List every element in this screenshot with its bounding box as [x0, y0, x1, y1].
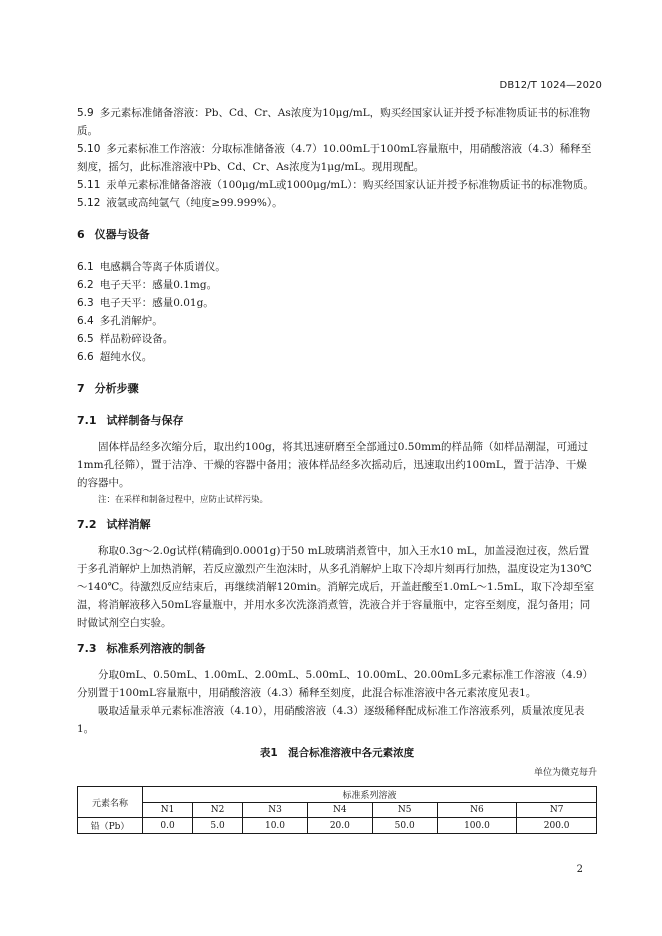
page-number: 2 — [576, 864, 583, 875]
table-column-header: N4 — [307, 803, 372, 818]
clause-6-1: 6.1 电感耦合等离子体质谱仪。 — [77, 261, 226, 273]
section-6-heading: 6 仪器与设备 — [77, 228, 150, 241]
section-7-3-body-1: 分取0mL、0.50mL、1.00mL、2.00mL、5.00mL、10.00mL、20.00mL多元素标准工作溶液（4.9）分别置于100mL容量瓶中，用硝酸溶液（4.3）稀释至刻度，此混合标准溶液中各元素浓度见表1。 — [77, 669, 594, 699]
table-cell: 200.0 — [517, 818, 597, 834]
table-1 — [77, 786, 597, 834]
section-7-heading: 7 分析步骤 — [77, 382, 139, 395]
table-column-header: N6 — [437, 803, 517, 818]
clause-5-11: 5.11 汞单元素标准储备溶液（100μg/mL或1000μg/mL）：购买经国家认证并授予标准物质证书的标准物质。 — [77, 179, 594, 191]
table-column-header: N2 — [193, 803, 243, 818]
clause-6-3: 6.3 电子天平：感量0.01g。 — [77, 297, 214, 309]
section-7-1-heading: 7.1 试样制备与保存 — [77, 414, 184, 427]
table-cell-element: 铅（Pb） — [78, 818, 143, 834]
clause-5-10: 5.10 多元素标准工作溶液：分取标准储备液（4.7）10.00mL于100mL容量瓶中，用硝酸溶液（4.3）稀释至刻度，摇匀，此标准溶液中Pb、Cd、Cr、As浓度为1μg/mL。现用现配。 — [77, 143, 592, 173]
page-content — [77, 104, 597, 834]
section-7-1-body: 固体样品经多次缩分后，取出约100g，将其迅速研磨至全部通过0.50mm的样品筛（如样品潮湿，可通过1mm孔径筛），置于洁净、干燥的容器中备用；液体样品经多次摇动后，迅速取出约100mL，置于洁净、干燥的容器中。 — [77, 441, 589, 489]
table-column-header: N1 — [143, 803, 193, 818]
table-cell: 0.0 — [143, 818, 193, 834]
table-row — [78, 818, 597, 834]
table-column-header: N7 — [517, 803, 597, 818]
clause-6-5: 6.5 样品粉碎设备。 — [77, 333, 174, 345]
table-column-headers — [78, 803, 597, 818]
section-7-2-body: 称取0.3g～2.0g试样(精确到0.0001g)于50 mL玻璃消煮管中，加入王水10 mL，加盖浸泡过夜，然后置于多孔消解炉上加热消解，若反应激烈产生泡沫时，从多孔消解炉上取下冷却片刻再行加热，温度设定为130℃～140℃。待激烈反应结束后，再继续消解120min。消解完成后，开盖赶酸至1.0mL～1.5mL，取下冷却至室温，将消解液移入50mL容量瓶中，并用水多次洗涤消煮管，洗液合并于容量瓶中，定容至刻度，混匀备用；同时做试剂空白实验。 — [77, 545, 595, 629]
table-cell: 20.0 — [307, 818, 372, 834]
section-7-3-heading: 7.3 标准系列溶液的制备 — [77, 642, 206, 655]
table-cell: 5.0 — [193, 818, 243, 834]
table-column-header: N5 — [372, 803, 437, 818]
table-1-unit: 单位为微克每升 — [533, 768, 597, 778]
clause-6-4: 6.4 多孔消解炉。 — [77, 315, 163, 327]
table-cell: 10.0 — [243, 818, 308, 834]
table-cell: 50.0 — [372, 818, 437, 834]
clause-5-12: 5.12 液氩或高纯氩气（纯度≥99.999%）。 — [77, 197, 283, 209]
standard-code: DB12/T 1024—2020 — [499, 80, 602, 91]
clause-5-9: 5.9 多元素标准储备溶液：Pb、Cd、Cr、As浓度为10μg/mL，购买经国家认证并授予标准物质证书的标准物质。 — [77, 107, 591, 137]
table-row-header: 元素名称 — [78, 787, 143, 818]
clause-6-2: 6.2 电子天平：感量0.1mg。 — [77, 279, 218, 291]
table-cell: 100.0 — [437, 818, 517, 834]
clause-6-6: 6.6 超纯水仪。 — [77, 351, 153, 363]
table-1-caption: 表1 混合标准溶液中各元素浓度 — [259, 747, 415, 759]
table-group-header: 标准系列溶液 — [143, 787, 597, 803]
table-column-header: N3 — [243, 803, 308, 818]
section-7-2-heading: 7.2 试样消解 — [77, 518, 151, 531]
section-7-1-note: 注：在采样和制备过程中，应防止试样污染。 — [98, 495, 269, 505]
section-7-3-body-2: 吸取适量汞单元素标准溶液（4.10），用硝酸溶液（4.3）逐级稀释配成标准工作溶液系列，质量浓度见表1。 — [77, 705, 585, 735]
